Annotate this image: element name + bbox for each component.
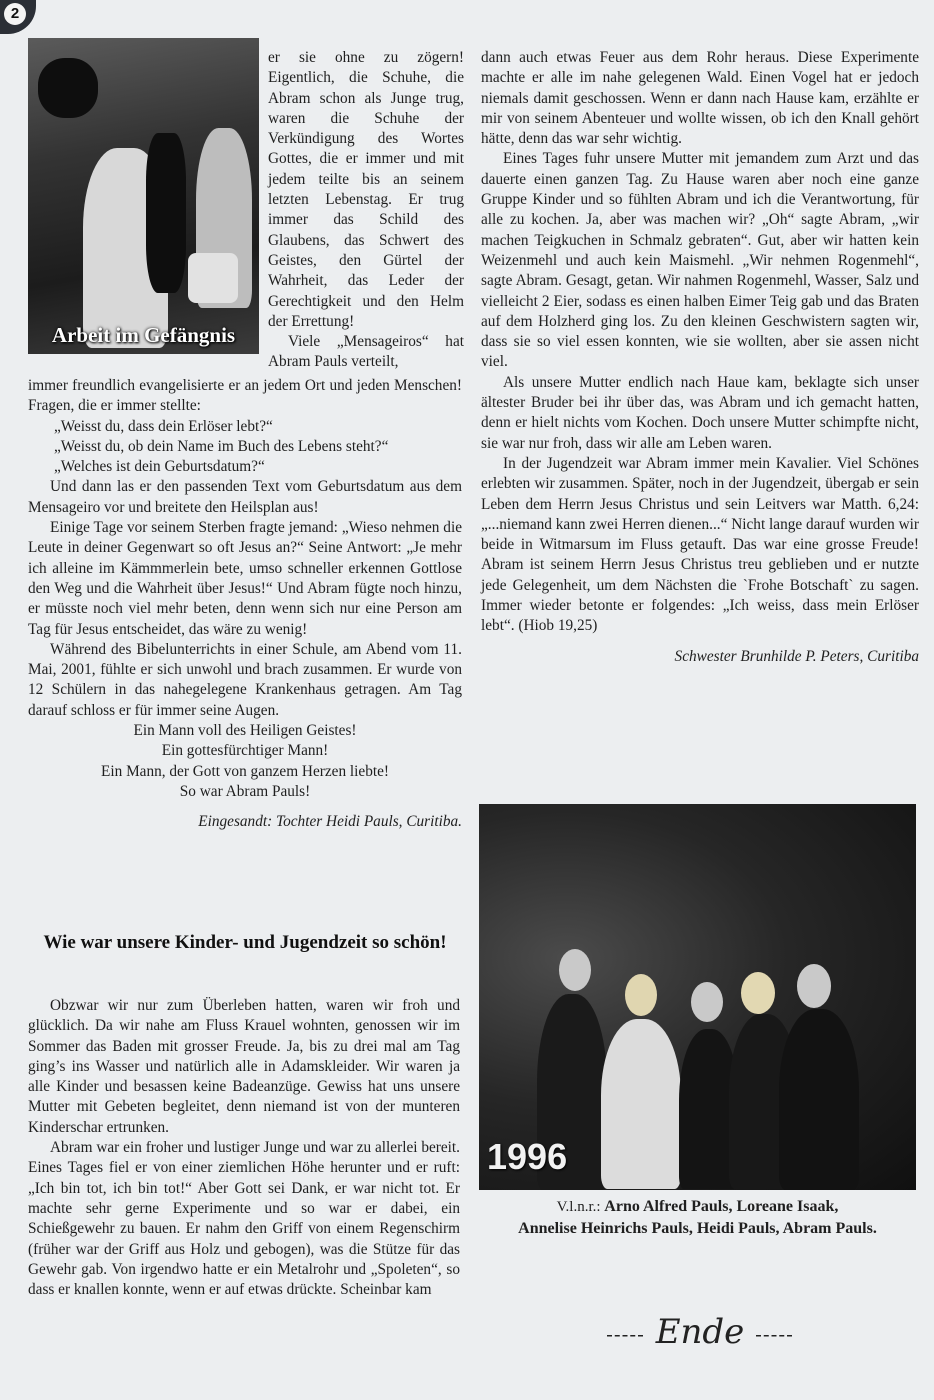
family-photo — [479, 804, 916, 1190]
left-column-upper — [28, 376, 462, 833]
photo-head — [691, 982, 723, 1022]
photo-head — [741, 972, 775, 1014]
paragraph: er sie ohne zu zögern! Eigentlich, die Schuhe, die Abram schon als Junge trug, waren die Schuhe der Verkündigung des Wortes Gottes, die er immer und mit jedem teilte bis an seinem letzten Lebenstag. Er trug immer das Schild des Glaubens, das Schwert des Geistes, den Gürtel der Wahrheit, das Leder der Gerechtigkeit und den Helm der Errettung! — [268, 49, 464, 330]
question-line: „Weisst du, ob dein Name im Buch des Lebens steht?“ — [54, 437, 389, 455]
dash-left: ----- — [606, 1322, 645, 1346]
article-right-column — [481, 48, 919, 667]
photo-head — [625, 974, 657, 1016]
paragraph: Obzwar wir nur zum Überleben hatten, waren wir froh und glücklich. Da wir nahe am Fluss Krauel wohnten, genossen wir im Sommer das Baden mit grosser Freude. Ja, bis zu drei mal am Tag ging’s ins Wasser und natürlich alle in Adamskleider. Wir waren ja alle Kinder und besassen keine Badeanzüge. Gewiss hat uns unsere Mutter mit Gebeten begleitet, denn niemand ist von der munteren Kinderschar ertrunken. — [28, 997, 460, 1136]
paragraph: Einige Tage vor seinem Sterben fragte jemand: „Wieso nehmen die Leute in deiner Gegenwart so oft Jesus an?“ Seine Antwort: „Je mehr ich alleine im Kämmmerlein bete, umso schneller erkennen Gottlose den Weg und die Wahrheit über Jesus!“ Und Abram fügte noch hinzu, er müsste noch viel mehr beten, denn wenn sich nur eine Person am Tag für Jesus entscheidet, das wäre zu wenig! — [28, 519, 462, 638]
question-line: „Weisst du, dass dein Erlöser lebt?“ — [54, 417, 273, 435]
photo-head — [797, 964, 831, 1008]
end-marker — [580, 1312, 820, 1352]
photo-object — [188, 253, 238, 303]
poem-line: Ein Mann, der Gott von ganzem Herzen liebte! — [101, 762, 389, 780]
article-left-column — [28, 996, 460, 1300]
article-title: Wie war unsere Kinder- und Jugendzeit so schön! — [43, 932, 447, 953]
paragraph: Als unsere Mutter endlich nach Haue kam, beklagte sich unser ältester Bruder bei ihr über das, was Abram und ich gemacht hatten, denn er hielt nichts vom Kochen. Doch unsere Mutter schimpfte nicht, sie war nur froh, dass wir alle am Leben waren. — [481, 373, 919, 452]
question-line: „Welches ist dein Geburtsdatum?“ — [54, 458, 265, 476]
paragraph: immer freundlich evangelisierte er an jedem Ort und jeden Menschen! Fragen, die er immer stellte: — [28, 377, 462, 415]
poem-line: Ein gottesfürchtiger Mann! — [161, 742, 329, 760]
photo-caption: Arbeit im Gefängnis — [51, 323, 236, 347]
page-number-badge — [0, 0, 36, 34]
end-word: Ende — [655, 1312, 745, 1352]
photo-person — [601, 1019, 681, 1189]
photo-head — [559, 949, 591, 991]
photo-year: 1996 — [487, 1136, 568, 1177]
credit-names: Arno Alfred Pauls, Loreane Isaak, — [604, 1198, 839, 1215]
credit-names: Annelise Heinrichs Pauls, Heidi Pauls, Abram Pauls. — [518, 1220, 877, 1237]
poem-line: Ein Mann voll des Heiligen Geistes! — [133, 722, 357, 740]
credit-prefix: V.l.n.r.: — [556, 1199, 601, 1215]
wrap-text — [268, 48, 464, 373]
paragraph: Viele „Mensageiros“ hat Abram Pauls verteilt, — [268, 333, 464, 371]
prison-work-photo — [28, 38, 259, 354]
photo-shape — [146, 133, 186, 293]
poem-line: So war Abram Pauls! — [179, 782, 311, 800]
paragraph: Abram war ein froher und lustiger Junge und war zu allerlei bereit. Eines Tages fiel er von einer ziemlichen Höhe herunter und er ruft: „Ich bin tot, ich bin tot!“ Aber Gott sei Dank, er war nicht tot. Er machte sehr gerne Experimente und so war er dabei, ein Schießgewehr zu bauen. Er nahm den Griff von einem Regenschirm (früher war der Griff aus Holz und gebogen), was die Stütze für das Gewehr gab. Von irgendwo hatte er ein Metalrohr und „Spoleten“, so dass er knallen konnte, wenn er auf etwas drückte. Scheinbar kam — [28, 1139, 460, 1299]
dash-right: ----- — [755, 1322, 794, 1346]
paragraph: Eines Tages fuhr unsere Mutter mit jemandem zum Arzt und das dauerte einen ganzen Tag. Zu Hause waren aber noch eine ganze Gruppe Kinder und so fühlten Abram und ich die Verantwortung, für alle zu kochen. Ja, aber was machen wir? „Oh“ sagte Abram, „wir machen Teigkuchen in Schmalz gebraten“. Gut, aber wir hatten kein Weizenmehl und auch kein Maismehl. „Wir nehmen Rogenmehl“, sagte Abram. Gesagt, getan. Wir nahmen Rogenmehl, Wasser, Salz und vielleicht 2 Eier, sodass es einen halben Eimer Teig gab und das Braten auf dem Holzherd ging los. Zu den kleinen Geschwistern sagten wir, dass sie so viel essen konnten, wie sie wollten, aber sie assen nicht viel. — [481, 150, 919, 371]
signature: Schwester Brunhilde P. Peters, Curitiba — [674, 647, 919, 665]
photo-credit — [479, 1196, 916, 1240]
paragraph: Während des Bibelunterrichts in einer Schule, am Abend vom 11. Mai, 2001, fühlte er sich unwohl und brach zusammen. Er wurde von 12 Schülern in das nahegelegene Krankenhaus getragen. Am Tag darauf schloss er für immer seine Augen. — [28, 640, 462, 719]
photo-shape — [38, 58, 98, 118]
page-number: 2 — [4, 3, 26, 25]
paragraph: Und dann las er den passenden Text vom Geburtsdatum aus dem Mensageiro vor und breitete den Heilsplan aus! — [28, 478, 462, 516]
photo-person — [779, 1009, 859, 1190]
paragraph: In der Jugendzeit war Abram immer mein Kavalier. Viel Schönes erlebten wir zusammen. Später, noch in der Jugendzeit, übergab er sein Leben dem Herrn Jesus Christus und sein Leitvers war Matth. 6,24: „...niemand kann zwei Herren dienen...“ Nicht lange darauf wurden wir beide in Witmarsum im Fluss getauft. Das war eine grosse Freude! Abram ist seinem Herrn Jesus Christus treu geblieben und er nutzte jede Gelegenheit, um dem Nächsten die `Frohe Botschaft` zu sagen. Immer wieder betonte er folgendes: „Ich weiss, dass mein Erlöser lebt“. (Hiob 19,25) — [481, 454, 919, 635]
paragraph: dann auch etwas Feuer aus dem Rohr heraus. Diese Experimente machte er alle im nahe gelegenen Wald. Einen Vogel hat er jedoch niemals damit geschossen. Wenn er dann nach Hause kam, erzählte er mir von seinem Abenteuer und wollte wissen, ob ich den Knall gehört hätte, denn das war sehr wichtig. — [481, 49, 919, 148]
signature: Eingesandt: Tochter Heidi Pauls, Curitiba. — [198, 813, 462, 831]
